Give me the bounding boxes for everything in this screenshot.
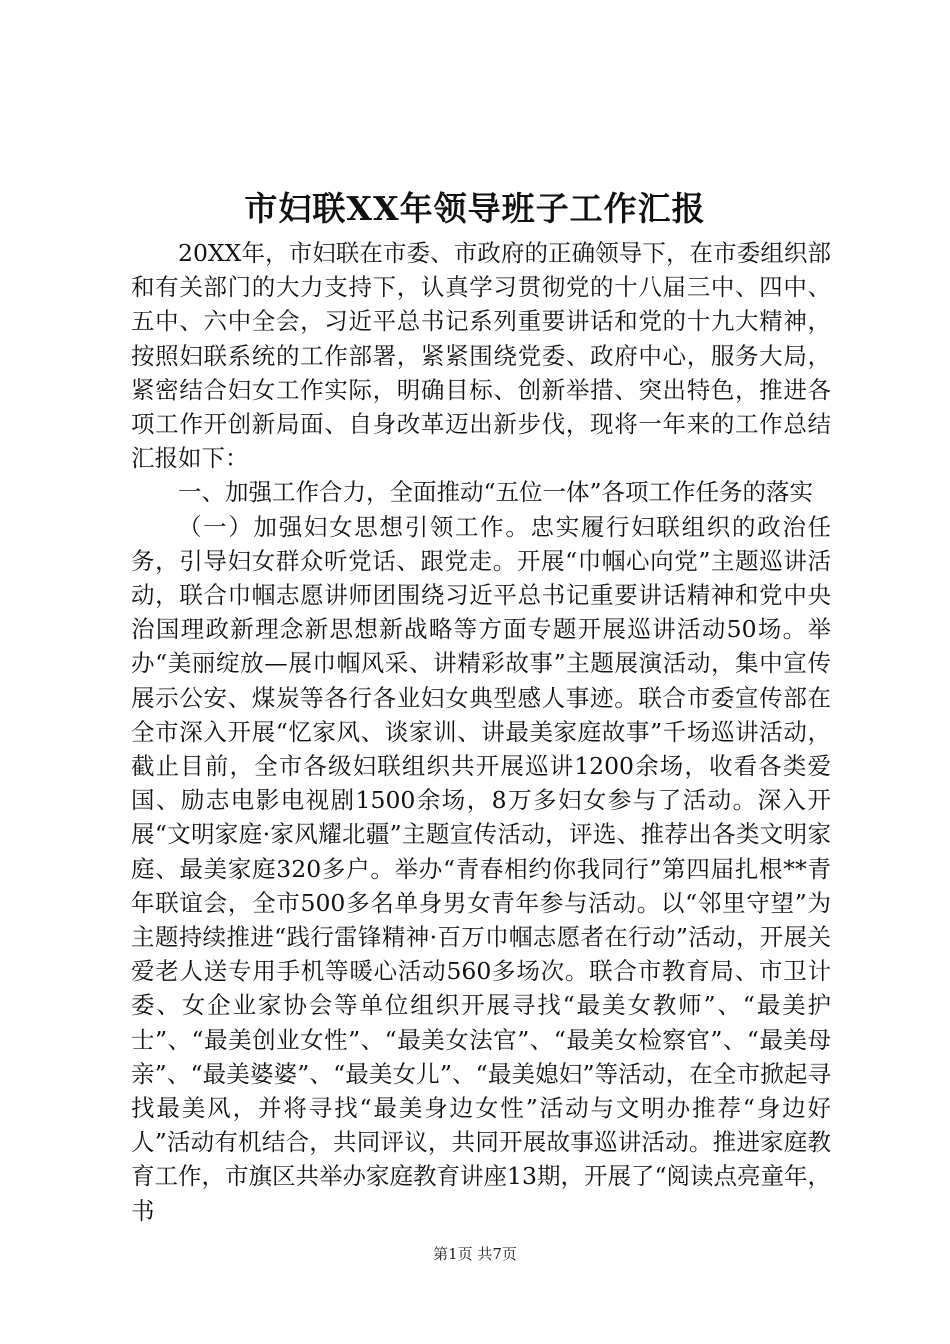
- page-footer: 第1页 共7页: [433, 1245, 517, 1263]
- paragraph-subsection-1: （一）加强妇女思想引领工作。忠实履行妇联组织的政治任务，引导妇女群众听党话、跟党走。开展“巾帼心向党”主题巡讲活动，联合巾帼志愿讲师团围绕习近平总书记重要讲话精神和党中央治国理政新理念新思想新战略等方面专题开展巡讲活动50场。举办“美丽绽放—展巾帼风采、讲精彩故事”主题展演活动，集中宣传展示公安、煤炭等各行各业妇女典型感人事迹。联合市委宣传部在全市深入开展“忆家风、谈家训、讲最美家庭故事”千场巡讲活动，截止目前，全市各级妇联组织共开展巡讲1200余场，收看各类爱国、励志电影电视剧1500余场，8万多妇女参与了活动。深入开展“文明家庭·家风耀北疆”主题宣传活动，评选、推荐出各类文明家庭、最美家庭320多户。举办“青春相约你我同行”第四届扎根**青年联谊会，全市500多名单身男女青年参与活动。以“邻里守望”为主题持续推进“践行雷锋精神·百万巾帼志愿者在行动”活动，开展关爱老人送专用手机等暖心活动560多场次。联合市教育局、市卫计委、女企业家协会等单位组织开展寻找“最美女教师”、“最美护士”、“最美创业女性”、“最美女法官”、“最美女检察官”、“最美母亲”、“最美婆婆”、“最美女儿”、“最美媳妇”等活动，在全市掀起寻找最美风，并将寻找“最美身边女性”活动与文明办推荐“身边好人”活动有机结合，共同评议，共同开展故事巡讲活动。推进家庭教育工作，市旗区共举办家庭教育讲座13期，开展了“阅读点亮童年，书: [131, 512, 831, 1225]
- document-body: [131, 236, 831, 1228]
- document-title: 市妇联XX年领导班子工作汇报: [244, 189, 706, 228]
- section-heading-1: 一、加强工作合力，全面推动“五位一体”各项工作任务的落实: [178, 478, 814, 507]
- paragraph-intro: 20XX年，市妇联在市委、市政府的正确领导下，在市委组织部和有关部门的大力支持下，认真学习贯彻党的十八届三中、四中、五中、六中全会，习近平总书记系列重要讲话和党的十九大精神，按照妇联系统的工作部署，紧紧围绕党委、政府中心，服务大局，紧密结合妇女工作实际，明确目标、创新举措、突出特色，推进各项工作开创新局面、自身改革迈出新步伐，现将一年来的工作总结汇报如下：: [131, 239, 831, 473]
